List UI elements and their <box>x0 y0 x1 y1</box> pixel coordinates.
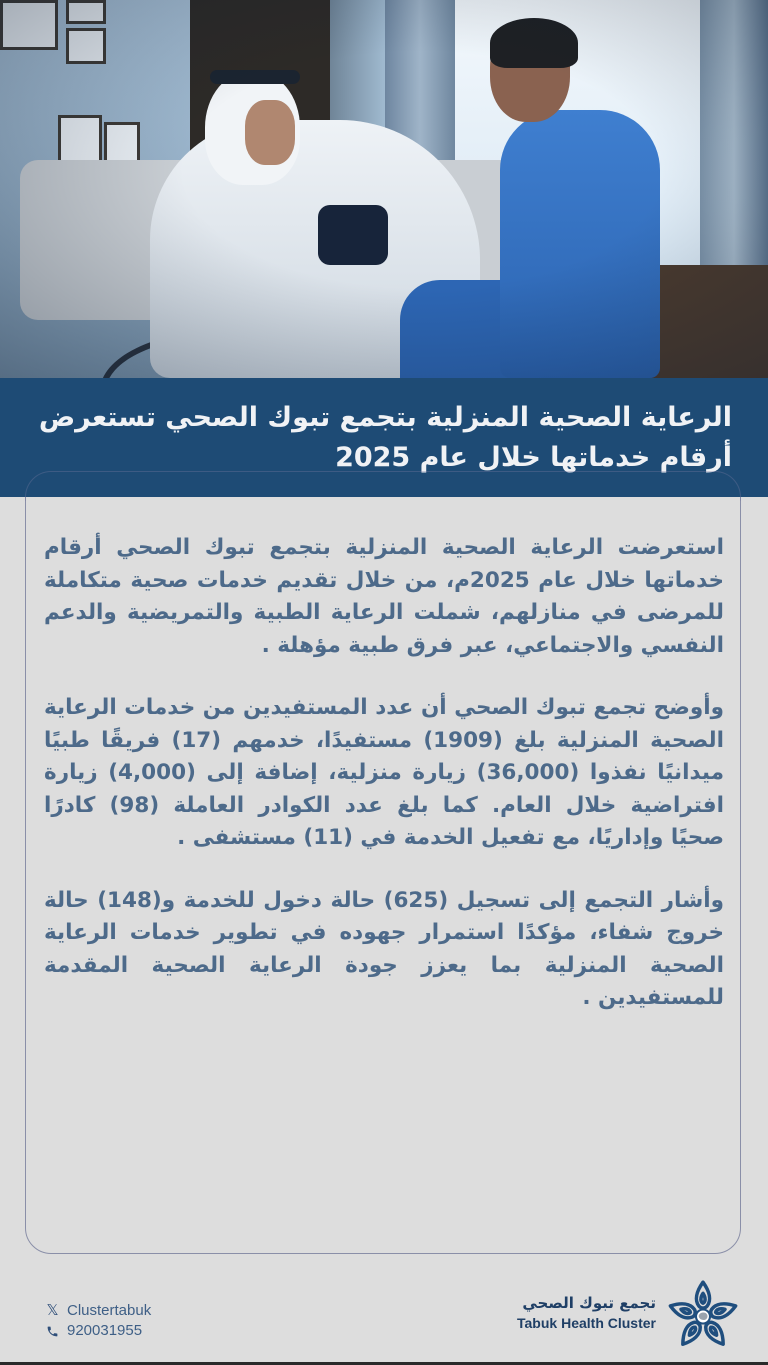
x-account-link[interactable] <box>45 1301 151 1321</box>
brand-block <box>517 1278 738 1348</box>
brand-name-english: Tabuk Health Cluster <box>517 1315 656 1331</box>
page-title <box>32 398 732 478</box>
title-line-2: أرقام خدماتها خلال عام 2025 <box>335 442 732 473</box>
x-icon: 𝕏 <box>46 1302 59 1319</box>
footer-contacts <box>45 1301 151 1341</box>
article-body <box>44 532 724 1045</box>
tabuk-health-cluster-logo-icon <box>668 1278 738 1348</box>
photo-vignette <box>0 0 768 378</box>
phone-number: 920031955 <box>67 1322 143 1339</box>
x-handle: Clustertabuk <box>67 1302 152 1319</box>
article-paragraph-1: استعرضت الرعاية الصحية المنزلية بتجمع تبوك الصحي أرقام خدماتها خلال عام 2025م، من خلال تقديم خدمات صحية متكاملة للمرضى في منازلهم، شملت الرعاية الطبية والتمريضية والدعم النفسي والاجتماعي، عبر فرق طبية مؤهلة . <box>44 535 724 658</box>
hero-photo <box>0 0 768 378</box>
brand-name-arabic: تجمع تبوك الصحي <box>522 1294 656 1312</box>
brand-text <box>517 1293 656 1333</box>
phone-link[interactable] <box>45 1321 151 1341</box>
article-paragraph-3: وأشار التجمع إلى تسجيل (625) حالة دخول للخدمة و(148) حالة خروج شفاء، مؤكدًا استمرار جهوده في تطوير خدمات الرعاية الصحية المنزلية بما يعزز جودة الرعاية الصحية المقدمة للمستفيدين . <box>44 887 724 1010</box>
title-band <box>0 378 768 497</box>
phone-icon <box>45 1325 60 1338</box>
title-line-1: الرعاية الصحية المنزلية بتجمع تبوك الصحي تستعرض <box>38 402 732 433</box>
article-paragraph-2: وأوضح تجمع تبوك الصحي أن عدد المستفيدين من خدمات الرعاية الصحية المنزلية بلغ (1909) مستفيدًا، خدمهم (17) فريقًا طبيًا ميدانيًا نفذوا (36,000) زيارة منزلية، إضافة إلى (4,000) زيارة افتراضية خلال العام. كما بلغ عدد الكوادر العاملة (98) كادرًا صحيًا وإداريًا، مع تفعيل الخدمة في (11) مستشفى . <box>44 695 725 850</box>
